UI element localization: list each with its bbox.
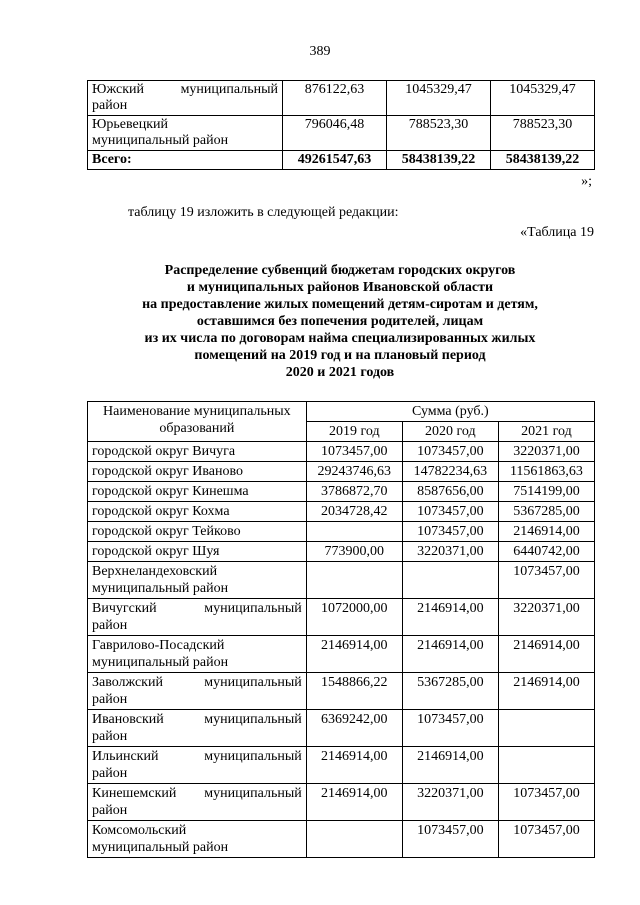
value-2020: 1045329,47 <box>387 81 491 116</box>
value-2020: 1073457,00 <box>402 502 498 522</box>
row-name: городской округ Кохма <box>88 502 307 522</box>
table-row <box>88 636 595 673</box>
value-2021: 1045329,47 <box>491 81 595 116</box>
row-name: городской округ Иваново <box>88 462 307 482</box>
value-2019 <box>306 522 402 542</box>
value-2020: 1073457,00 <box>402 710 498 747</box>
value-2021: 2146914,00 <box>498 673 594 710</box>
table-label: «Таблица 19 <box>520 225 594 240</box>
instruction-text: таблицу 19 изложить в следующей редакции: <box>128 205 399 220</box>
row-name: городской округ Кинешма <box>88 482 307 502</box>
table-row <box>88 542 595 562</box>
table-row <box>88 599 595 636</box>
value-2019: 773900,00 <box>306 542 402 562</box>
table-row <box>88 81 595 116</box>
header-year-2019: 2019 год <box>306 422 402 442</box>
total-2021: 58438139,22 <box>491 151 595 170</box>
header-year-2020: 2020 год <box>402 422 498 442</box>
row-name: Ивановский муниципальный район <box>88 710 307 747</box>
value-2019: 2146914,00 <box>306 747 402 784</box>
table-row <box>88 784 595 821</box>
row-name: Комсомольский муниципальный район <box>88 821 307 858</box>
value-2019: 2146914,00 <box>306 636 402 673</box>
value-2020 <box>402 562 498 599</box>
value-2019: 1548866,22 <box>306 673 402 710</box>
heading-line: помещений на 2019 год и на плановый период <box>194 348 486 363</box>
value-2021: 1073457,00 <box>498 784 594 821</box>
value-2019: 6369242,00 <box>306 710 402 747</box>
table-heading <box>80 262 600 381</box>
table-row <box>88 710 595 747</box>
heading-line: Распределение субвенций бюджетам городских округов <box>164 263 516 278</box>
value-2020: 1073457,00 <box>402 522 498 542</box>
total-2020: 58438139,22 <box>387 151 491 170</box>
table-row <box>88 482 595 502</box>
row-name: Заволжский муниципальный район <box>88 673 307 710</box>
row-name: Гаврилово-Посадский муниципальный район <box>88 636 307 673</box>
value-2021: 11561863,63 <box>498 462 594 482</box>
table-row <box>88 116 595 151</box>
value-2019: 29243746,63 <box>306 462 402 482</box>
value-2019: 796046,48 <box>283 116 387 151</box>
total-label: Всего: <box>88 151 283 170</box>
subvention-table <box>87 401 595 858</box>
page-number: 389 <box>309 44 331 59</box>
value-2021 <box>498 710 594 747</box>
value-2021: 5367285,00 <box>498 502 594 522</box>
table-row <box>88 502 595 522</box>
row-name: Кинешемский муниципальный район <box>88 784 307 821</box>
heading-line: 2020 и 2021 годов <box>285 365 395 380</box>
value-2020: 3220371,00 <box>402 784 498 821</box>
row-name: городской округ Тейково <box>88 522 307 542</box>
value-2019: 1073457,00 <box>306 442 402 462</box>
header-row <box>88 402 595 422</box>
value-2021: 7514199,00 <box>498 482 594 502</box>
value-2021: 3220371,00 <box>498 599 594 636</box>
value-2019 <box>306 562 402 599</box>
value-2019 <box>306 821 402 858</box>
table-row <box>88 522 595 542</box>
value-2020: 14782234,63 <box>402 462 498 482</box>
table-row <box>88 821 595 858</box>
value-2021 <box>498 747 594 784</box>
table-row <box>88 673 595 710</box>
header-sum: Сумма (руб.) <box>306 402 594 422</box>
value-2021: 1073457,00 <box>498 562 594 599</box>
row-name: городской округ Шуя <box>88 542 307 562</box>
value-2019: 1072000,00 <box>306 599 402 636</box>
value-2020: 1073457,00 <box>402 442 498 462</box>
row-name: Ильинский муниципальный район <box>88 747 307 784</box>
table-row <box>88 462 595 482</box>
value-2020: 2146914,00 <box>402 636 498 673</box>
row-name: городской округ Вичуга <box>88 442 307 462</box>
heading-line: на предоставление жилых помещений детям-сиротам и детям, <box>142 297 538 312</box>
value-2020: 2146914,00 <box>402 747 498 784</box>
value-2020: 8587656,00 <box>402 482 498 502</box>
value-2021: 3220371,00 <box>498 442 594 462</box>
row-name: Верхнеландеховский муниципальный район <box>88 562 307 599</box>
table-row <box>88 747 595 784</box>
value-2021: 788523,30 <box>491 116 595 151</box>
row-name: Юрьевецкий муниципальный район <box>88 116 283 151</box>
value-2021: 2146914,00 <box>498 522 594 542</box>
closing-mark: »; <box>581 174 592 189</box>
heading-line: оставшимся без попечения родителей, лицам <box>196 314 484 329</box>
header-year-2021: 2021 год <box>498 422 594 442</box>
value-2019: 3786872,70 <box>306 482 402 502</box>
value-2021: 1073457,00 <box>498 821 594 858</box>
total-row <box>88 151 595 170</box>
top-table <box>87 80 595 170</box>
heading-line: из их числа по договорам найма специализированных жилых <box>144 331 536 346</box>
value-2021: 6440742,00 <box>498 542 594 562</box>
value-2020: 788523,30 <box>387 116 491 151</box>
value-2020: 3220371,00 <box>402 542 498 562</box>
value-2020: 5367285,00 <box>402 673 498 710</box>
value-2019: 2146914,00 <box>306 784 402 821</box>
row-name: Вичугский муниципальный район <box>88 599 307 636</box>
heading-line: и муниципальных районов Ивановской области <box>186 280 494 295</box>
table-row <box>88 562 595 599</box>
value-2020: 2146914,00 <box>402 599 498 636</box>
total-2019: 49261547,63 <box>283 151 387 170</box>
value-2019: 2034728,42 <box>306 502 402 522</box>
value-2021: 2146914,00 <box>498 636 594 673</box>
value-2019: 876122,63 <box>283 81 387 116</box>
header-name: Наименование муниципальных образований <box>88 402 307 442</box>
row-name: Южский муниципальный район <box>88 81 283 116</box>
value-2020: 1073457,00 <box>402 821 498 858</box>
table-row <box>88 442 595 462</box>
